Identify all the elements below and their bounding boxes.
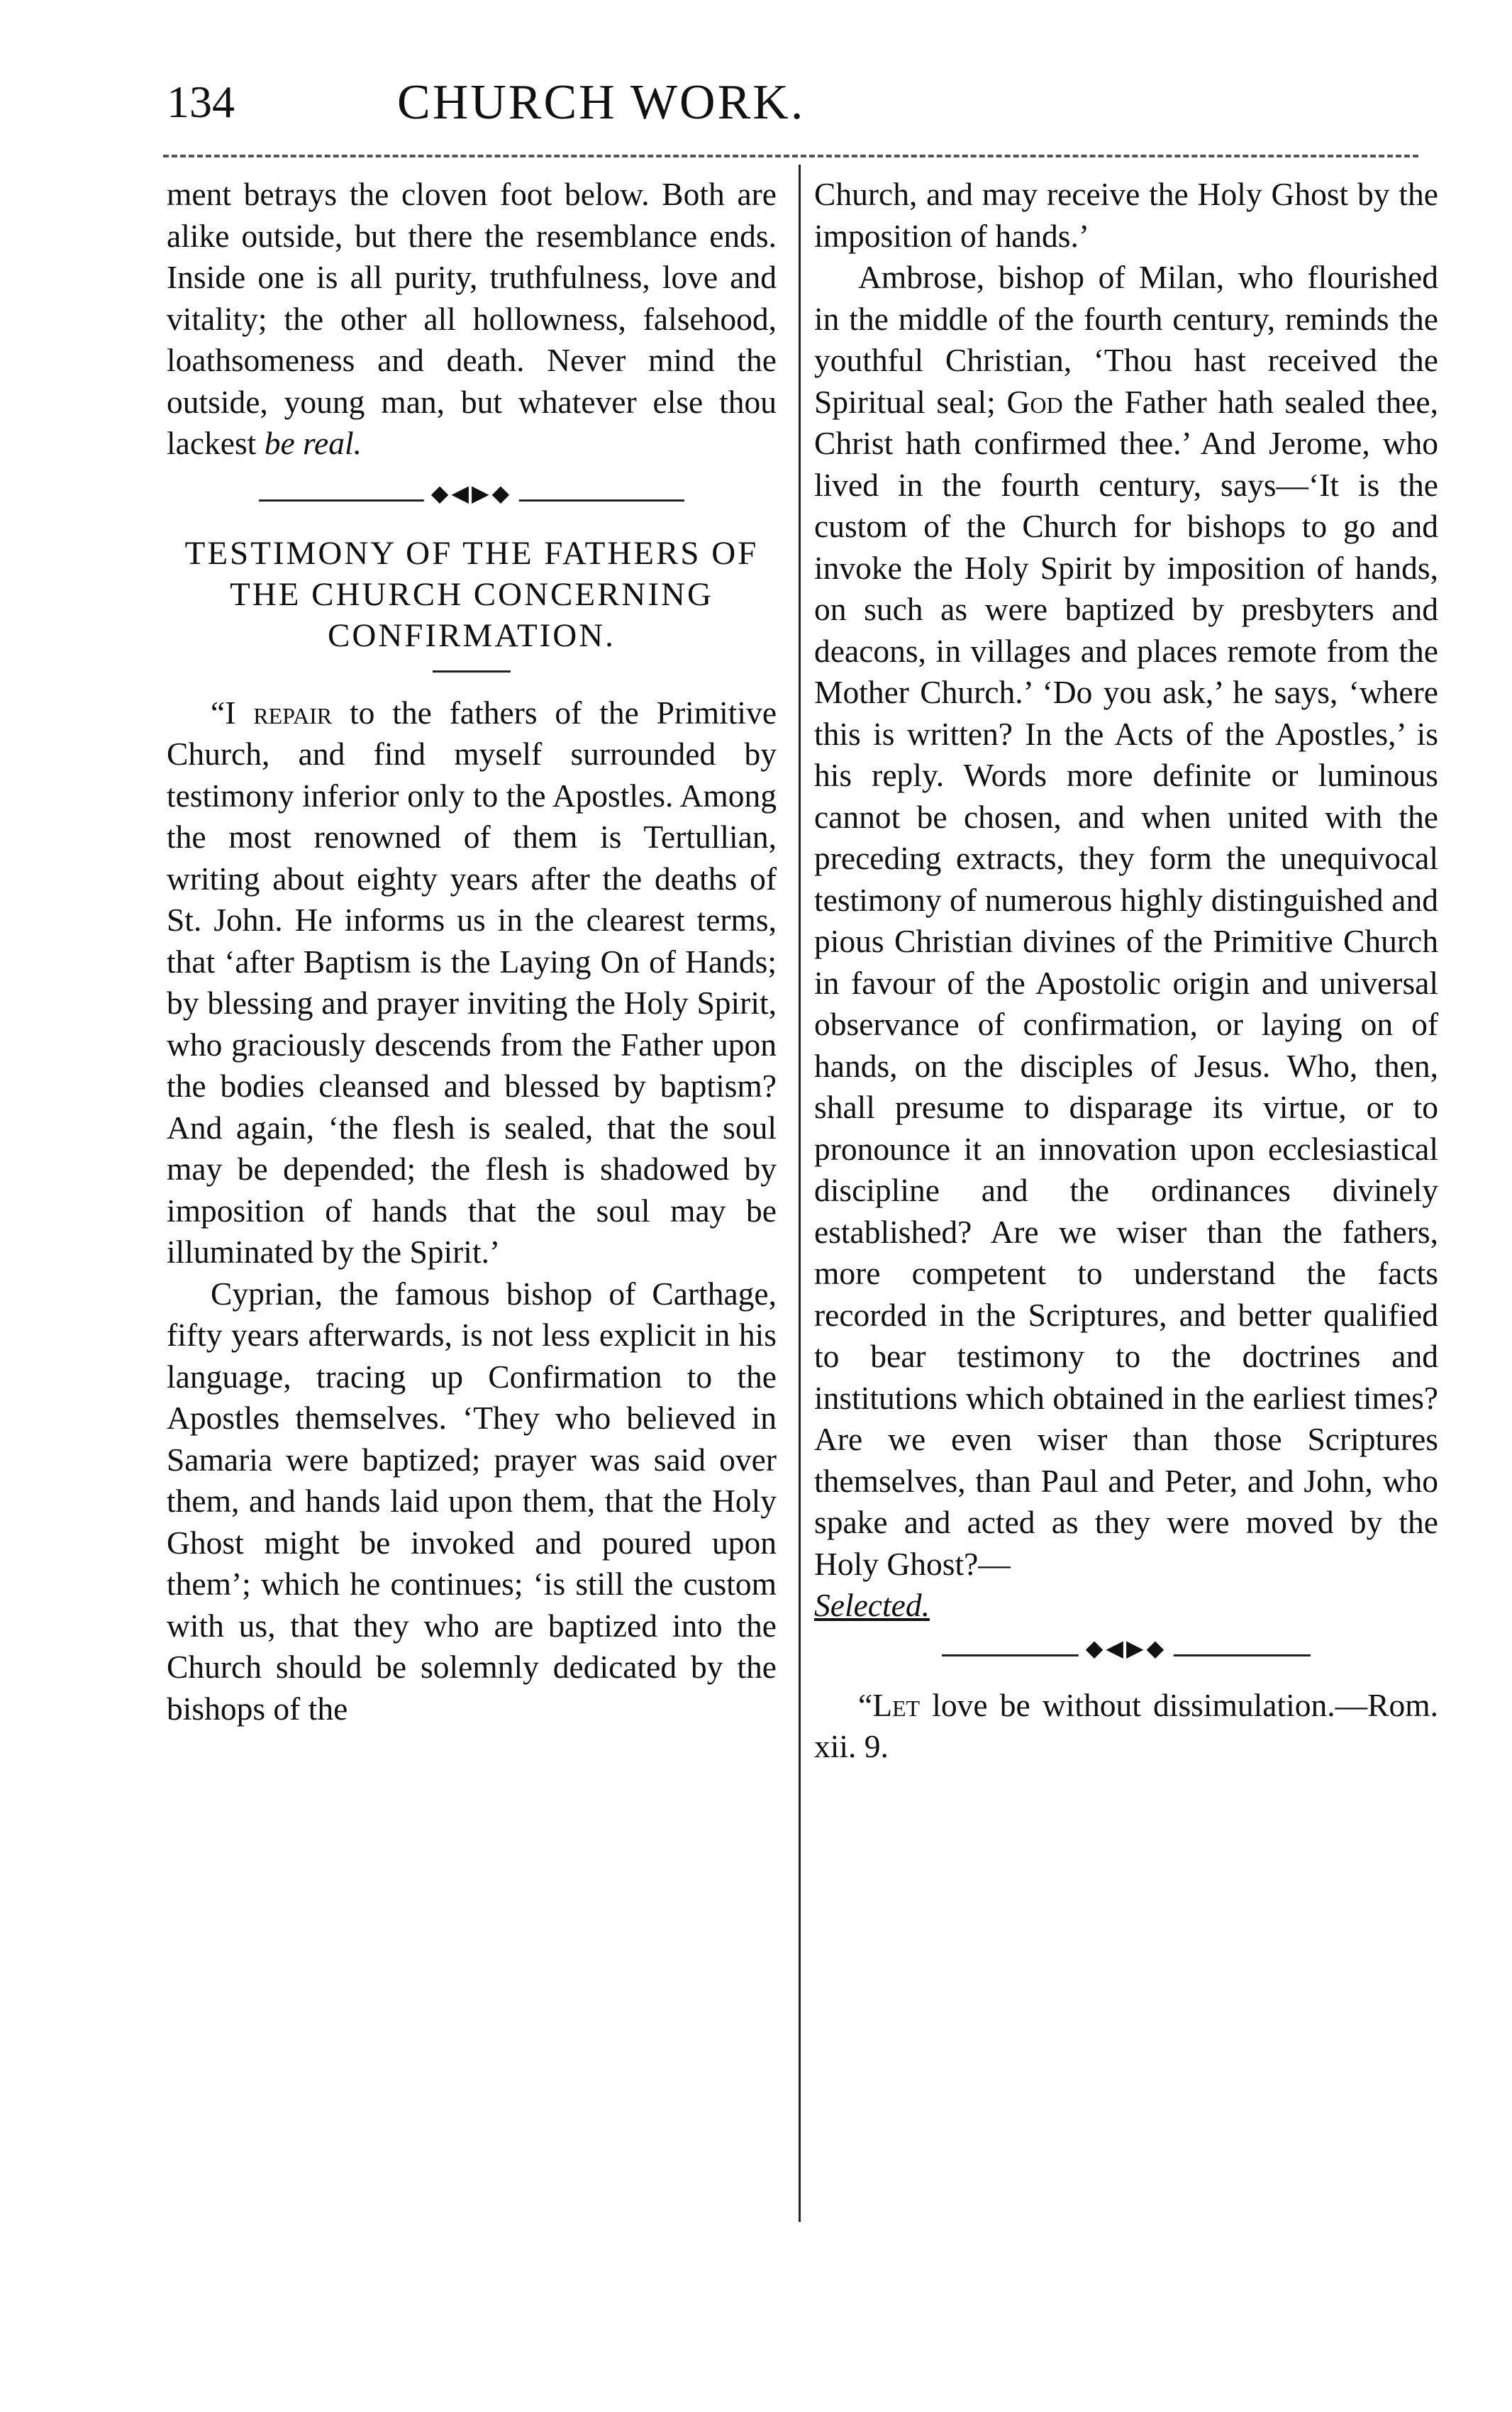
ornament-glyph: ◆◀▶◆ <box>424 482 519 504</box>
quote-text: love be without dissimulation.—Rom. xii. 9. <box>814 1686 1439 1764</box>
intro-emphasis: be real. <box>264 425 362 461</box>
signoff-line <box>814 1585 1438 1627</box>
paragraph-tertullian <box>167 692 777 1273</box>
page-number: 134 <box>167 77 235 127</box>
para-text-a: Ambrose, bishop of Milan, who flourished in the middle of the fourth century, reminds the youthful Christian, ‘Thou hast received the Spiritual seal; <box>814 259 1438 420</box>
para-smallcaps: repair <box>253 694 333 731</box>
paragraph-continued: Church, and may receive the Holy Ghost by the imposition of hands.’ <box>814 176 1438 254</box>
signoff: Selected. <box>814 1587 930 1623</box>
right-column <box>814 174 1438 1768</box>
intro-text: ment betrays the cloven foot below. Both are alike outside, but there the resemblance ends. Inside one is all purity, truthfulness, love and vitality; the other all hollowness, falsehood, loathsomeness and death. Never mind the outside, young man, but whatever else thou lackest <box>167 176 777 461</box>
quote-smallcaps: Let <box>872 1686 921 1723</box>
quote-open-mark: “ <box>858 1686 873 1723</box>
intro-paragraph <box>167 174 777 465</box>
section-ornament <box>259 480 684 509</box>
paragraph-ambrose-jerome <box>814 257 1438 1585</box>
header-rule <box>163 155 1418 157</box>
column-divider <box>799 165 801 2222</box>
title-rule <box>433 670 511 673</box>
paragraph-cyprian: Cyprian, the famous bishop of Carthage, fifty years afterwards, is not less explicit in his language, tracing up Confirmation to the Apostles themselves. ‘They who believed in Samaria were baptized; prayer was said over them, and hands laid upon them, that the Holy Ghost might be invoked and poured upon them’; which he continues; ‘is still the custom with us, that they who are baptized into the Church should be solemnly dedicated by the bishops of the <box>167 1275 777 1727</box>
closing-quote <box>814 1685 1438 1768</box>
left-column <box>167 174 777 1730</box>
ornament-glyph: ◆◀▶◆ <box>1079 1637 1174 1659</box>
section-title: TESTIMONY OF THE FATHERS OF THE CHURCH CONCERNING CONFIRMATION. <box>184 534 759 654</box>
para-text: to the fathers of the Primitive Church, and find myself surrounded by testimony inferior only to the Apostles. Among the most renowned of them is Tertullian, writing about eighty years after the deaths of St. John. He informs us in the clearest terms, that ‘after Baptism is the Laying On of Hands; by blessing and prayer inviting the Holy Spirit, who graciously descends from the Father upon the bodies cleansed and blessed by baptism? And again, ‘the flesh is sealed, that the soul may be depended; the flesh is shadowed by imposition of hands that the soul may be illuminated by the Spirit.’ <box>167 694 777 1270</box>
closing-ornament <box>942 1634 1311 1664</box>
para-open-quote: “I <box>211 694 236 731</box>
running-head: CHURCH WORK. <box>397 75 806 130</box>
para-smallcaps-god: God <box>1006 383 1063 420</box>
para-text-b: the Father hath sealed thee, Christ hath confirmed thee.’ And Jerome, who lived in the fourth century, says—‘It is the custom of the Church for bishops to go and invoke the Holy Spirit by imposition of hands, on such as were baptized by presbyters and deacons, in villages and places remote from the Mother Church.’ ‘Do you ask,’ he says, ‘where this is written? In the Acts of the Apostles,’ is his reply. Words more definite or luminous cannot be chosen, and when united with the preceding extracts, they form the unequivocal testimony of numerous highly distinguished and pious Christian divines of the Primitive Church in favour of the Apostolic origin and universal observance of confirmation, or laying on of hands, on the disciples of Jesus. Who, then, shall presume to disparage its virtue, or to pronounce it an innovation upon ecclesiastical discipline and the ordinances divinely established? Are we wiser than the fathers, more competent to understand the facts recorded in the Scriptures, and better qualified to bear testimony to the doctrines and institutions which obtained in the earliest times? Are we even wiser than those Scriptures themselves, than Paul and Peter, and John, who spake and acted as they were moved by the Holy Ghost?— <box>814 383 1438 1582</box>
